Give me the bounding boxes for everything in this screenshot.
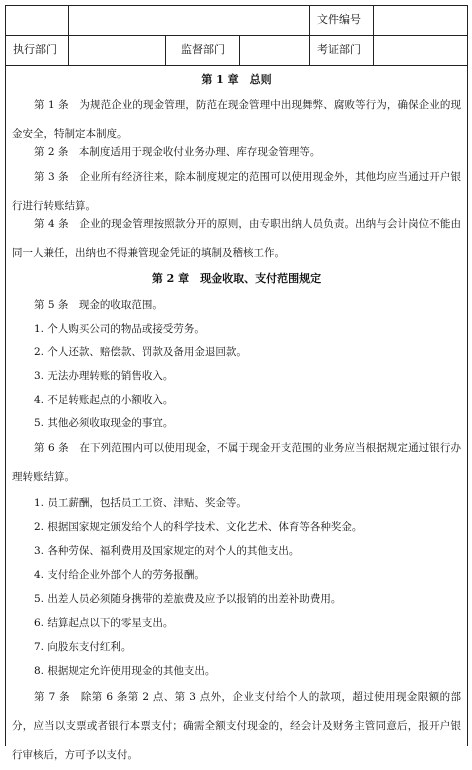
article-6-item: 8. 根据规定允许使用现金的其他支出。 [34, 665, 216, 677]
article-5-item: 5. 其他必须收取现金的事宜。 [34, 417, 174, 429]
article-5-item: 4. 不足转账起点的小额收入。 [34, 394, 174, 406]
header-col-5 [373, 5, 374, 66]
article-7: 第 7 条 除第 6 条第 2 点、第 3 点外，企业支付给个人的款项，超过使用现金限额的部分，应当以支票或者银行本票支付；确需全额支付现金的，经会计及财务主管同意后，报开户银行审核后，方可予以支付。 [12, 691, 461, 761]
article-6-item: 6. 结算起点以下的零星支出。 [34, 617, 174, 629]
frame-top [5, 5, 468, 6]
doc-number-label: 文件编号 [317, 13, 361, 26]
article-4: 第 4 条 企业的现金管理按照款分开的原则，由专职出纳人员负责。出纳与会计岗位不能由同一人兼任，出纳也不得兼管现金凭证的填制及稽核工作。 [12, 218, 461, 259]
exam-dept-label: 考证部门 [317, 43, 361, 56]
article-6-item: 4. 支付给企业外部个人的劳务报酬。 [34, 569, 205, 581]
article-6-item: 1. 员工薪酬，包括员工工资、津贴、奖金等。 [34, 497, 247, 509]
header-col-1 [68, 5, 69, 66]
article-5-item: 2. 个人还款、赔偿款、罚款及备用金退回款。 [34, 346, 247, 358]
chapter-1-title: 第 1 章 总则 [201, 73, 272, 86]
header-col-4 [309, 5, 310, 66]
article-6-item: 7. 向股东支付红利。 [34, 641, 132, 653]
chapter-2-title: 第 2 章 现金收取、支付范围规定 [151, 272, 322, 285]
header-col-3 [239, 35, 240, 66]
article-6-item: 3. 各种劳保、福利费用及国家规定的对个人的其他支出。 [34, 545, 300, 557]
article-5: 第 5 条 现金的收取范围。 [34, 299, 163, 311]
article-5-item: 3. 无法办理转账的销售收入。 [34, 370, 174, 382]
header-col-2 [165, 35, 166, 66]
supervise-dept-label: 监督部门 [181, 43, 225, 56]
article-6-item: 2. 根据国家规定颁发给个人的科学技术、文化艺术、体育等各种奖金。 [34, 521, 363, 533]
article-6-item: 5. 出差人员必须随身携带的差旅费及应予以报销的出差补助费用。 [34, 593, 342, 605]
article-2: 第 2 条 本制度适用于现金收付业务办理、库存现金管理等。 [34, 146, 321, 158]
article-6: 第 6 条 在下列范围内可以使用现金，不属于现金开支范围的业务应当根据规定通过银行办理转账结算。 [12, 442, 461, 483]
article-5-item: 1. 个人购买公司的物品或接受劳务。 [34, 323, 205, 335]
exec-dept-label: 执行部门 [13, 43, 57, 56]
header-row-divider [5, 35, 468, 36]
document-sheet [5, 5, 468, 761]
article-1: 第 1 条 为规范企业的现金管理，防范在现金管理中出现舞弊、腐败等行为，确保企业的现金安全，特制定本制度。 [12, 99, 461, 140]
article-3: 第 3 条 企业所有经济往来，除本制度规定的范围可以使用现金外，其他均应当通过开户银行进行转账结算。 [12, 171, 461, 212]
document-body [5, 66, 468, 761]
